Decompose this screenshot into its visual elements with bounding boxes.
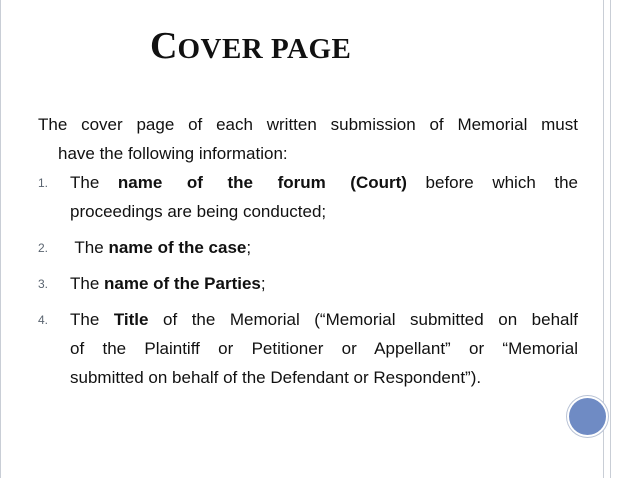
intro-line-2: have the following information: [58, 144, 288, 163]
decorative-circle-icon [569, 398, 606, 435]
item-1-post: before which the [406, 173, 578, 192]
list-item [38, 168, 578, 226]
right-border-line-outer [610, 0, 611, 478]
item-1-line-1 [70, 168, 578, 197]
list-number: 1. [38, 176, 49, 190]
title-initial: C [150, 25, 178, 67]
item-4-pre: The [70, 310, 114, 329]
requirements-list [38, 168, 578, 392]
item-1-pre: The [70, 173, 118, 192]
list-item [38, 269, 578, 298]
item-4-post: of the Memorial (“Memorial submitted on behalf [148, 310, 578, 329]
intro-paragraph [38, 110, 578, 168]
list-number: 4. [38, 313, 49, 327]
item-4-bold: Title [113, 310, 149, 329]
item-4-line-1 [70, 305, 578, 334]
list-number: 3. [38, 277, 49, 291]
item-3-bold: name of the Parties [104, 274, 261, 293]
item-4-line-2: of the Plaintiff or Petitioner or Appellant” or “Memorial [70, 339, 578, 358]
title-rest: OVER PAGE [177, 33, 352, 65]
item-3-pre: The [70, 274, 105, 293]
item-2-post: ; [246, 238, 252, 257]
item-3-post: ; [260, 274, 266, 293]
slide-title [150, 24, 351, 68]
list-item [38, 305, 578, 392]
item-4-line-3: submitted on behalf of the Defendant or Respondent”). [70, 368, 482, 387]
left-border-line [0, 0, 1, 478]
item-1-line-2: proceedings are being conducted; [70, 202, 327, 221]
list-item [38, 233, 578, 262]
intro-line-1: The cover page of each written submission of Memorial must [38, 115, 578, 134]
list-number: 2. [38, 241, 49, 255]
item-2-bold: name of the case [108, 238, 247, 257]
item-1-bold: name of the forum (Court) [117, 173, 407, 192]
item-2-pre: The [70, 238, 109, 257]
slide-body [38, 110, 578, 392]
